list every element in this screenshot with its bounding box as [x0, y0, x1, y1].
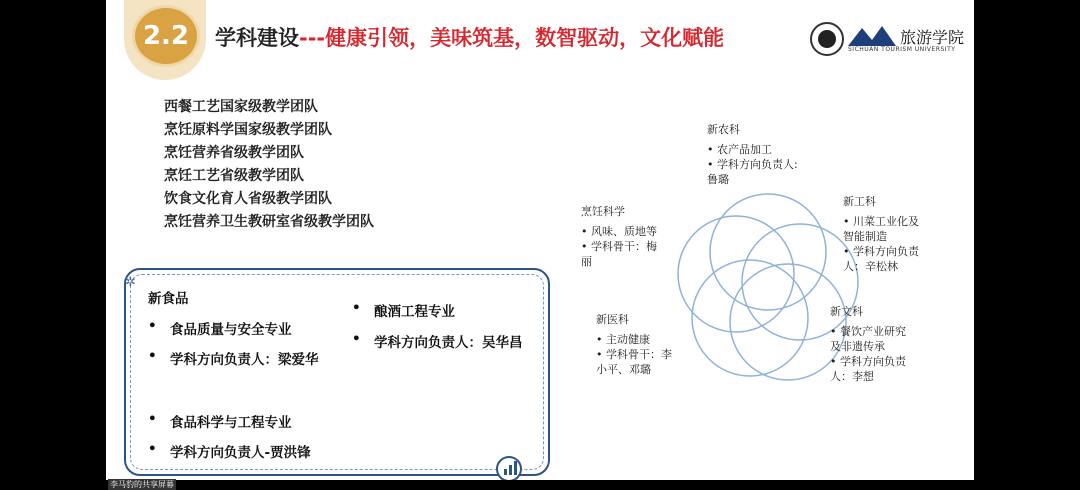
venn-circle: [710, 194, 826, 310]
box-item: • 食品科学与工程专业: [170, 411, 292, 431]
node-line: 智能制造: [843, 230, 887, 243]
box-item: • 食品质量与安全专业: [170, 318, 292, 338]
node-line: 及非遗传承: [830, 340, 885, 353]
node-xinwenke: [830, 304, 906, 384]
node-line: • 农产品加工: [707, 143, 772, 156]
node-line: 鲁璐: [707, 173, 729, 186]
team-item: 烹饪原料学国家级教学团队: [164, 122, 332, 138]
svg-text:旅游学院: 旅游学院: [900, 28, 964, 47]
screen-share-label: 李马豹的共享屏幕: [110, 480, 174, 489]
node-title: 新农科: [707, 123, 740, 136]
node-line: • 学科方向负责: [830, 355, 906, 368]
node-title: 新医科: [596, 313, 629, 326]
team-item: 烹饪营养省级教学团队: [164, 145, 304, 161]
team-item: 饮食文化育人省级教学团队: [164, 191, 332, 207]
team-item: 烹饪工艺省级教学团队: [164, 168, 304, 184]
team-item: 西餐工艺国家级教学团队: [164, 99, 318, 115]
slide: [106, 0, 974, 480]
section-badge: 2.2: [132, 5, 200, 67]
node-line: • 风味、质地等: [581, 225, 657, 238]
title-sub: ---健康引领，美味筑基，数智驱动，文化赋能: [299, 26, 725, 50]
node-line: 小平、邓璐: [596, 363, 651, 376]
node-xingongke: [843, 194, 919, 274]
node-title: 新文科: [830, 305, 863, 318]
node-line: • 学科骨干：李: [596, 348, 672, 361]
node-title: 新工科: [843, 195, 876, 208]
node-line: • 学科方向负责人:: [707, 158, 798, 171]
node-line: 丽: [581, 255, 592, 268]
node-pengrenkexue: [581, 204, 657, 269]
title-main: 学科建设: [215, 26, 299, 50]
node-line: 人：辛松林: [843, 260, 898, 273]
box-item: • 学科方向负责人：吴华昌: [374, 331, 523, 351]
gear-icon: ✲: [125, 275, 136, 290]
node-line: • 川菜工业化及: [843, 215, 919, 228]
node-xinyike: [596, 312, 672, 377]
node-line: • 餐饮产业研究: [830, 325, 906, 338]
node-line: • 学科骨干：梅: [581, 240, 657, 253]
team-item: 烹饪营养卫生教研室省级教学团队: [164, 214, 374, 230]
venn-circle: [678, 216, 794, 332]
node-title: 烹饪科学: [581, 205, 625, 218]
box-item: • 学科方向负责人-贾洪锋: [170, 441, 311, 461]
box-item: • 酿酒工程专业: [374, 300, 455, 320]
box-item: • 学科方向负责人：梁爱华: [170, 348, 319, 368]
node-xinnongke: [707, 122, 798, 187]
node-line: 人：李想: [830, 370, 874, 383]
box-heading: 新食品: [148, 291, 189, 307]
university-name-en: SICHUAN TOURISM UNIVERSITY: [848, 46, 956, 53]
node-line: • 主动健康: [596, 333, 650, 346]
node-line: • 学科方向负责: [843, 245, 919, 258]
